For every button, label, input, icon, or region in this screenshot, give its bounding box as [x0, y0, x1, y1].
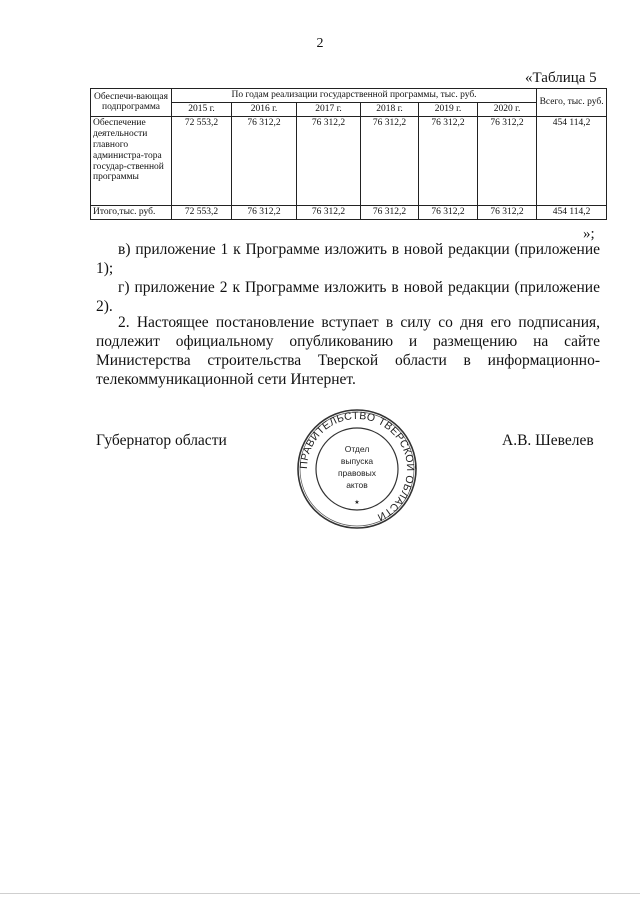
header-year: 2017 г.: [297, 102, 361, 116]
quote-end: »;: [583, 226, 595, 242]
total-cell-value: 76 312,2: [361, 205, 419, 219]
table-caption: «Таблица 5: [525, 70, 597, 86]
header-year: 2018 г.: [361, 102, 419, 116]
cell-total: 454 114,2: [537, 116, 607, 205]
table-row: [91, 116, 607, 205]
cell-value: 76 312,2: [297, 116, 361, 205]
cell-value: 76 312,2: [232, 116, 297, 205]
total-cell-value: 72 553,2: [172, 205, 232, 219]
official-stamp: [296, 408, 418, 530]
table-total-row: [91, 205, 607, 219]
paragraph-v: в) приложение 1 к Программе изложить в новой редакции (приложение 1);: [96, 241, 600, 277]
page-number: 2: [316, 36, 324, 51]
total-cell-value: 76 312,2: [297, 205, 361, 219]
stamp-center-line: правовых: [337, 468, 377, 478]
signer-title: Губернатор области: [96, 432, 227, 449]
paragraph-g: г) приложение 2 к Программе изложить в новой редакции (приложение 2).: [96, 279, 600, 315]
page-bottom-edge: [0, 893, 640, 894]
header-subprogram: Обеспечи-вающая подпрограмма: [91, 89, 172, 117]
stamp-center-line: Отдел: [344, 444, 370, 454]
cell-value: 76 312,2: [361, 116, 419, 205]
stamp-center-line: актов: [346, 480, 368, 490]
total-cell-value: 76 312,2: [419, 205, 478, 219]
header-year: 2016 г.: [232, 102, 297, 116]
program-table: [90, 88, 607, 220]
total-cell-value: 76 312,2: [232, 205, 297, 219]
stamp-center-line: выпуска: [340, 456, 374, 466]
total-cell-value: 76 312,2: [478, 205, 537, 219]
header-year: 2020 г.: [478, 102, 537, 116]
header-year: 2019 г.: [419, 102, 478, 116]
stamp-ring-text: ПРАВИТЕЛЬСТВО ТВЕРСКОЙ ОБЛАСТИ: [297, 409, 417, 524]
header-year: 2015 г.: [172, 102, 232, 116]
total-row-label: Итого,тыс. руб.: [91, 205, 172, 219]
cell-value: 76 312,2: [419, 116, 478, 205]
signer-name: А.В. Шевелев: [502, 432, 594, 449]
paragraph-2: 2. Настоящее постановление вступает в силу со дня его подписания, подлежит официальному опубликованию и размещению на сайте Министерства строительства Тверской области в информационно-телекоммуникационной сети Интернет.: [96, 314, 600, 388]
row-label: Обеспечение деятельности главного администра-тора государ-ственной программы: [91, 116, 172, 205]
header-total: Всего, тыс. руб.: [537, 89, 607, 117]
cell-value: 72 553,2: [172, 116, 232, 205]
header-years-group: По годам реализации государственной программы, тыс. руб.: [172, 89, 537, 103]
total-cell-sum: 454 114,2: [537, 205, 607, 219]
stamp-star-icon: ★: [354, 500, 360, 506]
cell-value: 76 312,2: [478, 116, 537, 205]
